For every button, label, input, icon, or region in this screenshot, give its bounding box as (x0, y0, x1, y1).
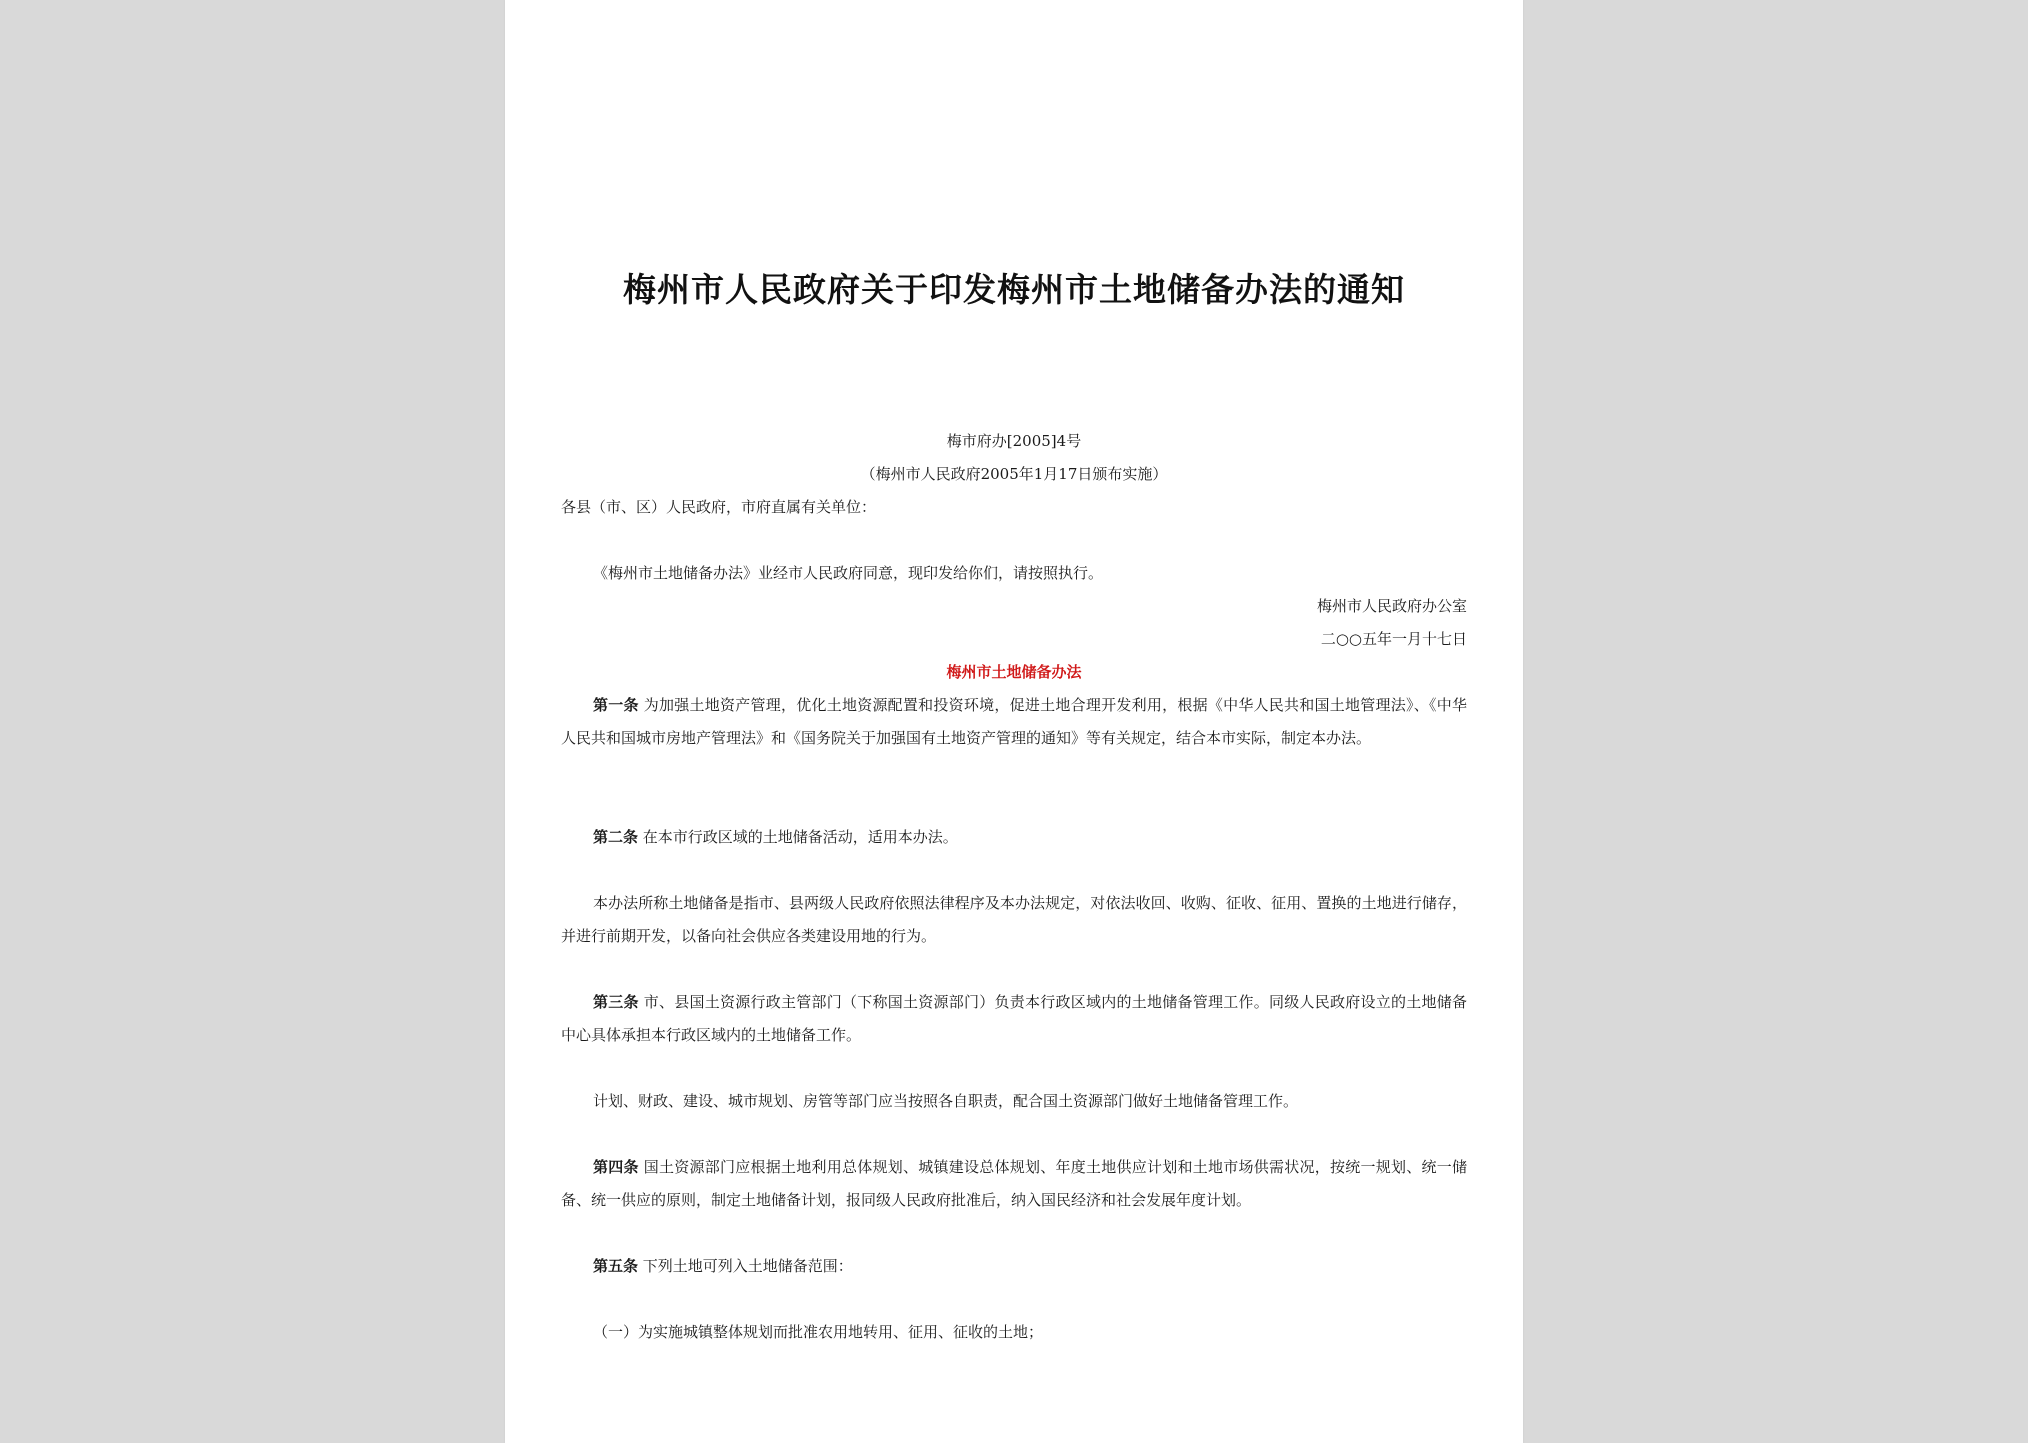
paragraph-storage-definition (561, 887, 1467, 953)
measures-title: 梅州市土地储备办法 (946, 663, 1082, 681)
article-heading: 第一条 (593, 696, 639, 714)
article-2 (561, 821, 1467, 854)
notice-body: 《梅州市土地储备办法》业经市人民政府同意，现印发给你们，请按照执行。 (593, 564, 1104, 582)
article-heading: 第三条 (593, 993, 639, 1011)
article-4 (561, 1151, 1467, 1217)
issue-date: 二○○五年一月十七日 (1320, 630, 1467, 648)
document-page (505, 0, 1523, 1443)
article-heading: 第四条 (593, 1158, 639, 1176)
issue-note: （梅州市人民政府2005年1月17日颁布实施） (860, 465, 1168, 483)
article-text: 下列土地可列入土地储备范围： (638, 1257, 853, 1275)
article-3 (561, 986, 1467, 1052)
paragraph-text: 本办法所称土地储备是指市、县两级人民政府依照法律程序及本办法规定，对依法收回、收购、征收、征用、置换的土地进行储存，并进行前期开发，以备向社会供应各类建设用地的行为。 (561, 894, 1467, 945)
article-5 (561, 1250, 1467, 1283)
paragraph-text: 计划、财政、建设、城市规划、房管等部门应当按照各自职责，配合国土资源部门做好土地储备管理工作。 (593, 1092, 1299, 1110)
article-text: 为加强土地资产管理，优化土地资源配置和投资环境，促进土地合理开发利用，根据《中华人民共和国土地管理法》、《中华人民共和国城市房地产管理法》和《国务院关于加强国有土地资产管理的通知》等有关规定，结合本市实际，制定本办法。 (561, 696, 1467, 747)
item-1 (561, 1316, 1467, 1349)
article-text: 国土资源部门应根据土地利用总体规划、城镇建设总体规划、年度土地供应计划和土地市场供需状况，按统一规划、统一储备、统一供应的原则，制定土地储备计划，报同级人民政府批准后，纳入国民经济和社会发展年度计划。 (561, 1158, 1467, 1209)
issuer-signature: 梅州市人民政府办公室 (1316, 597, 1467, 615)
paragraph-departments (561, 1085, 1467, 1118)
article-1 (561, 689, 1467, 755)
article-text: 市、县国土资源行政主管部门（下称国土资源部门）负责本行政区域内的土地储备管理工作。同级人民政府设立的土地储备中心具体承担本行政区域内的土地储备工作。 (561, 993, 1467, 1044)
article-heading: 第二条 (593, 828, 639, 846)
recipients-line: 各县（市、区）人民政府，市府直属有关单位： (561, 498, 877, 516)
doc-number: 梅市府办[2005]4号 (946, 432, 1082, 450)
document-title: 梅州市人民政府关于印发梅州市土地储备办法的通知 (623, 270, 1405, 309)
article-text: 在本市行政区域的土地储备活动，适用本办法。 (638, 828, 958, 846)
article-heading: 第五条 (593, 1257, 639, 1275)
item-text: （一）为实施城镇整体规划而批准农用地转用、征用、征收的土地； (593, 1323, 1044, 1341)
